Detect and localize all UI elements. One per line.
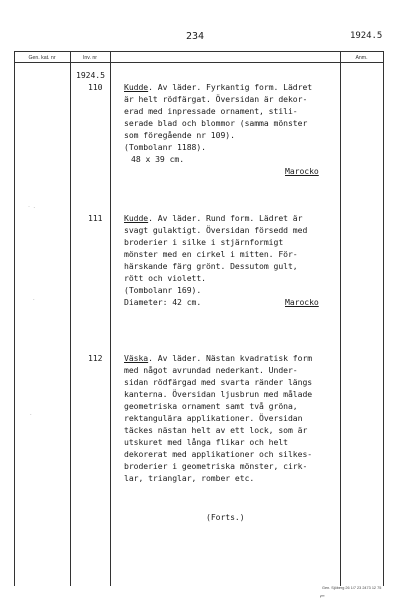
column-divider-left xyxy=(14,51,15,586)
entry-line: dekorerat med applikationer och silkes- xyxy=(124,449,313,459)
continued-note: (Forts.) xyxy=(206,512,245,522)
column-divider-gen xyxy=(70,51,71,586)
entry-title: Kudde xyxy=(124,82,149,92)
entry-line: är helt rödfärgat. Översidan är dekor- xyxy=(124,94,308,104)
entry-112-text: Väska. Av läder. Nästan kvadratisk form xyxy=(124,353,313,363)
entry-line: sidan rödfärgad med svarta ränder längs xyxy=(124,377,313,387)
entry-line: kanterna. Översidan ljusbrun med målade xyxy=(124,389,313,399)
column-divider-anm xyxy=(340,51,341,586)
entry-line: täckes nästan helt av ett lock, som är xyxy=(124,425,308,435)
printer-imprint: Gen. Sjöberg 26 1/7 23 2473 12 75 xyxy=(322,586,382,590)
inv-number: 110 xyxy=(88,82,103,92)
entry-line: geometriska ornament samt två gröna, xyxy=(124,401,298,411)
entry-line: Diameter: 42 cm. xyxy=(124,297,202,307)
maker-origin: Marocko xyxy=(285,297,319,307)
year-reference: 1924.5 xyxy=(350,31,383,41)
scan-mark: ⌐ xyxy=(320,592,325,601)
entry-110-text: Kudde. Av läder. Fyrkantig form. Lädret xyxy=(124,82,313,92)
entry-line: erad med inpressade ornament, stili- xyxy=(124,106,298,116)
inv-number: 112 xyxy=(88,353,103,363)
scan-mark: . xyxy=(33,296,35,302)
inv-number: 111 xyxy=(88,213,103,223)
entry-line: mönster med en cirkel i mitten. För- xyxy=(124,249,298,259)
entry-line: svagt gulaktigt. Översidan försedd med xyxy=(124,225,308,235)
entry-line: härskande färg grönt. Dessutom gult, xyxy=(124,261,298,271)
entry-line: serade blad och blommor (samma mönster xyxy=(124,118,308,128)
entry-line: broderier i geometriska mönster, cirk- xyxy=(124,461,308,471)
entry-title: Kudde xyxy=(124,213,149,223)
maker-origin: Marocko xyxy=(285,166,319,176)
entry-line: lar, trianglar, romber etc. xyxy=(124,473,255,483)
entry-line: med något avrundad nederkant. Under- xyxy=(124,365,298,375)
scan-mark: . xyxy=(30,411,32,417)
column-anm: Anm. xyxy=(355,55,368,61)
column-gen-kat-nr: Gen. kat. nr xyxy=(28,55,56,61)
entry-line: (Tombolanr 169). xyxy=(124,285,202,295)
column-inv-nr: Inv. nr xyxy=(82,55,98,61)
entry-line: rektangulära applikationer. Översidan xyxy=(124,413,303,423)
entry-line: som föregående nr 109). xyxy=(124,130,235,140)
entry-line: (Tombolanr 1188). xyxy=(124,142,206,152)
column-divider-inv xyxy=(110,51,111,586)
scan-mark: · . xyxy=(28,204,35,210)
entry-line: broderier i silke i stjärnformigt xyxy=(124,237,284,247)
entry-line: 48 x 39 cm. xyxy=(131,154,185,164)
year-label: 1924.5 xyxy=(76,70,105,80)
entry-111-text: Kudde. Av läder. Rund form. Lädret är xyxy=(124,213,303,223)
column-divider-right xyxy=(383,51,384,586)
entry-line: rött och violett. xyxy=(124,273,206,283)
entry-title: Väska xyxy=(124,353,149,363)
page-number: 234 xyxy=(186,31,204,42)
entry-line: utskuret med långa flikar och helt xyxy=(124,437,288,447)
